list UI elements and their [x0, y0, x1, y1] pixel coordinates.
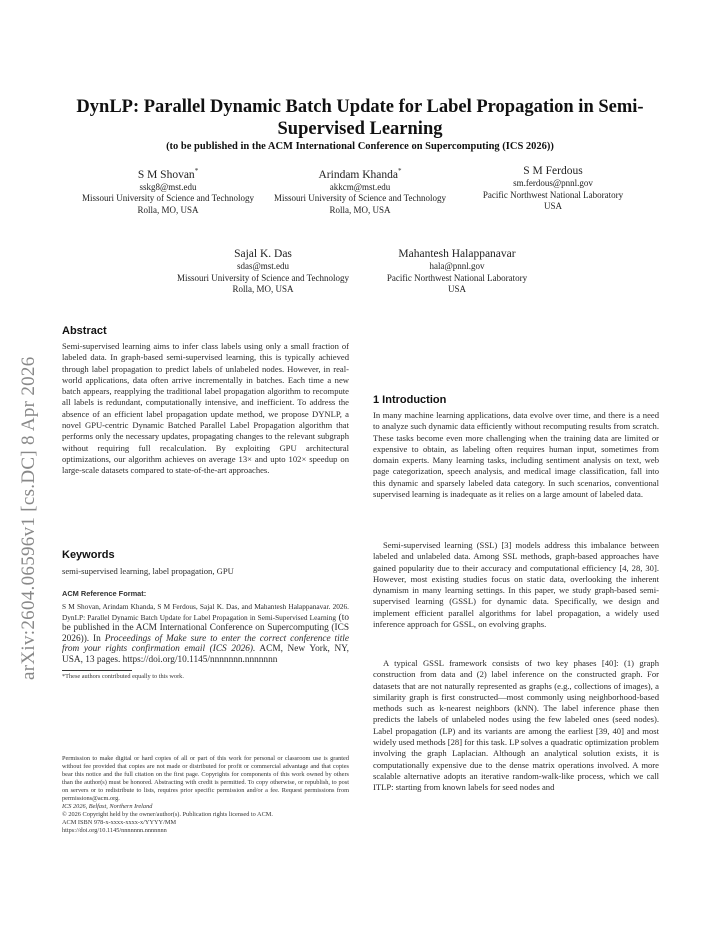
author-affiliation: Missouri University of Science and Technology [82, 193, 254, 204]
equal-contribution-mark: * [398, 167, 402, 175]
acm-reference-heading: ACM Reference Format: [62, 589, 147, 598]
arxiv-identifier: arXiv:2604.06596v1 [cs.DC] 8 Apr 2026 [18, 356, 39, 680]
conference-venue: ICS 2026, Belfast, Northern Ireland [62, 803, 153, 810]
paper-subtitle: (to be published in the ACM International Conference on Supercomputing (ICS 2026)) [166, 141, 554, 152]
acm-reference-proceedings: Proceedings of Make sure to enter the correct conference title from your rights confirmation email (ICS 2026). [62, 633, 349, 655]
author-name: S M Ferdous [523, 165, 583, 177]
author-location: Rolla, MO, USA [329, 204, 391, 215]
author-affiliation: Missouri University of Science and Technology [274, 193, 446, 204]
author-location: USA [543, 201, 562, 211]
equal-contribution-footnote: *These authors contributed equally to this work. [62, 673, 184, 680]
author-location: Rolla, MO, USA [232, 284, 294, 294]
author-name: Sajal K. Das [234, 248, 292, 260]
permission-notice [62, 755, 349, 835]
author-location: Rolla, MO, USA [137, 204, 199, 215]
footnote-rule [62, 670, 132, 671]
author-affiliation: Pacific Northwest National Laboratory [386, 272, 528, 283]
introduction-paragraph: A typical GSSL framework consists of two key phases [40]: (1) graph construction from data and (2) label inference on the constructed graph. For datasets that are not naturally represented as graphs (e.g., collections of images), a similarity graph is first constructed—most commonly using neighborhood-based methods such as k-nearest neighbors (kNN). The label inference phase then predicts the labels of unlabeled nodes using the few labeled ones (seed nodes). Label propagation (LP) and its variants are among the earliest [39, 40] and most widely used methods [28] for this task. LP solves a quadratic optimization problem involving the graph Laplacian. Although an analytical solution exists, it is computationally expensive due to the dense matrix operations involved. A more scalable alternative adopts an iterative random-walk-like process, which we call ITLP: starting from known labels for seed nodes and [373, 658, 659, 793]
author-affiliation: Pacific Northwest National Laboratory [482, 189, 624, 200]
author-email: akkcm@mst.edu [329, 181, 391, 192]
author-email: sm.ferdous@pnnl.gov [513, 178, 593, 188]
author-affiliation: Missouri University of Science and Technology [177, 272, 349, 283]
author-block [168, 247, 358, 296]
abstract-heading: Abstract [62, 325, 107, 337]
author-email: hala@pnnl.gov [429, 261, 485, 271]
permission-text: Permission to make digital or hard copies of all or part of this work for personal or classroom use is granted without fee provided that copies are not made or distributed for profit or commercial advantage and that copies bear this notice and the full citation on the first page. Copyrights for components of this work owned by others than the author(s) must be honored. Abstracting with credit is permitted. To copy otherwise, or republish, to post on servers or to redistribute to lists, requires prior specific permission and/or a fee. Request permissions from permissions@acm.org. [62, 755, 349, 802]
introduction-paragraph: In many machine learning applications, data evolve over time, and there is a need to analyze such dynamic data efficiently without recomputing results from scratch. These tasks become even more challenging when the training data are limited or expensive to obtain, as labeling often requires human input, sometimes from domain experts. Many learning tasks, including sentiment analysis on text, web page categorization, speech analysis, and medical image classification, fall into this dynamic and sparsely labeled data category. In such scenarios, conventional supervised learning is inadequate as it relies on a large amount of labeled data. [373, 410, 659, 500]
isbn-notice: ACM ISBN 978-x-xxxx-xxxx-x/YYYY/MM [62, 819, 177, 826]
abstract-text: Semi-supervised learning aims to infer class labels using only a small fraction of labeled data. In graph-based semi-supervised learning, this is typically achieved through label propagation to predict labels of unlabeled nodes. However, in real-world applications, data often arrive incrementally in batches. Each time a new batch appears, reapplying the traditional label propagation algorithm to recompute all labels is redundant, computationally intensive, and inefficient. To address the absence of an efficient label propagation update method, we propose DYNLP, a novel GPU-centric Dynamic Batched Parallel Label Propagation algorithm that performs only the necessary updates, propagating changes to the relevant subgraph without requiring full recalculation. By exploiting GPU architectural optimizations, our algorithm achieves on average 13× and upto 102× speedup on large-scale datasets compared to state-of-the-art approaches. [62, 341, 349, 476]
acm-reference-text [62, 602, 349, 666]
paper-title: DynLP: Parallel Dynamic Batch Update for Label Propagation in Semi-Supervised Learning [76, 97, 644, 139]
author-location: USA [447, 284, 466, 294]
author-email: sskg8@mst.edu [139, 181, 197, 192]
author-name: Arindam Khanda [318, 168, 399, 181]
author-block [265, 164, 455, 216]
equal-contribution-mark: * [194, 167, 199, 175]
introduction-paragraph: Semi-supervised learning (SSL) [3] models address this imbalance between labeled and unlabeled data. Among SSL methods, graph-based approaches have gained popularity due to their accuracy and computational efficiency [4, 28, 30]. However, most existing studies focus on static data, overlooking the inherent dynamism in many learning settings. In this paper, we study graph-based semi-supervised learning (GSSL) for dynamic data. Specifically, we design and implement efficient parallel algorithms for label propagation, a widely used inference approach for GSSL, on evolving graphs. [373, 540, 659, 630]
doi-link[interactable]: https://doi.org/10.1145/nnnnnnn.nnnnnnn [62, 827, 167, 834]
author-block [362, 247, 552, 296]
author-name: S M Shovan [137, 168, 195, 181]
introduction-heading: 1 Introduction [373, 394, 447, 406]
author-email: sdas@mst.edu [236, 261, 290, 271]
author-block [73, 164, 263, 216]
keywords-text: semi-supervised learning, label propagation, GPU [62, 566, 234, 576]
acm-reference-authors: S M Shovan, Arindam Khanda, S M Ferdous, Sajal K. Das, and Mahantesh Halappanavar. 2026. DynLP: Parallel Dynamic Batch Update for Label Propagation in Semi-Supervised Learning [62, 602, 349, 622]
keywords-heading: Keywords [62, 549, 115, 561]
copyright-notice: © 2026 Copyright held by the owner/author(s). Publication rights licensed to ACM. [62, 811, 273, 818]
author-name: Mahantesh Halappanavar [398, 248, 516, 260]
author-block [458, 164, 648, 213]
acm-reference-note: (to be published in the ACM International Conference on Supercomputing (ICS 2026)). In [62, 612, 349, 644]
acm-reference-publisher: ACM, New York, NY, USA, 13 pages. https://doi.org/10.1145/nnnnnnn.nnnnnnn [62, 644, 349, 665]
